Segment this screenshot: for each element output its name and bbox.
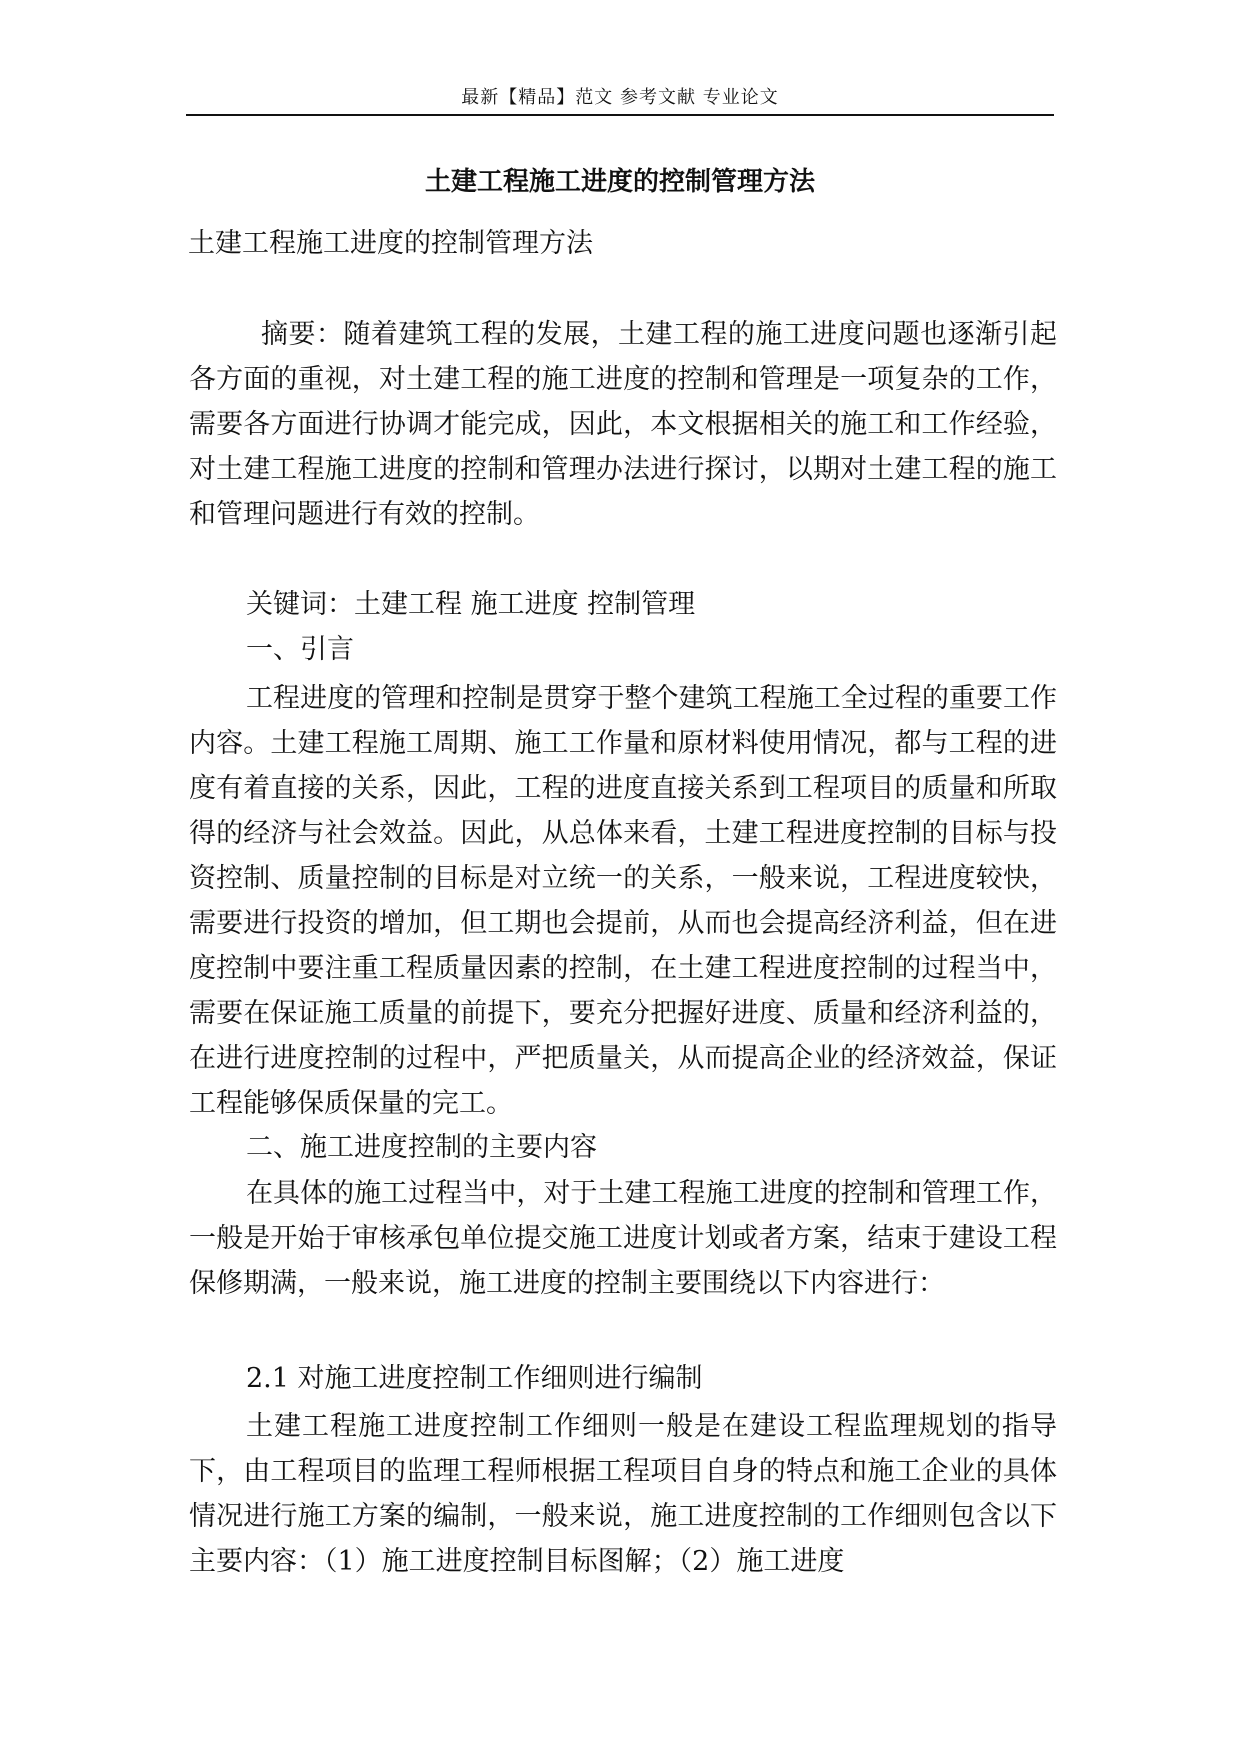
abstract-paragraph: 摘要：随着建筑工程的发展，土建工程的施工进度问题也逐渐引起各方面的重视，对土建工程的施工进度的控制和管理是一项复杂的工作，需要各方面进行协调才能完成，因此，本文根据相关的施工和工作经验，对土建工程施工进度的控制和管理办法进行探讨，以期对土建工程的施工和管理问题进行有效的控制。 [189, 319, 1057, 530]
subsection-2-1-paragraph: 土建工程施工进度控制工作细则一般是在建设工程监理规划的指导下，由工程项目的监理工程师根据工程项目自身的特点和施工企业的具体情况进行施工方案的编制，一般来说，施工进度控制的工作细则包含以下主要内容：（1）施工进度控制目标图解；（2）施工进度 [189, 1411, 1057, 1577]
document-subtitle: 土建工程施工进度的控制管理方法 [188, 228, 593, 259]
keywords-line: 关键词：土建工程 施工进度 控制管理 [246, 589, 696, 620]
section-heading-main-content: 二、施工进度控制的主要内容 [246, 1132, 597, 1163]
document-title: 土建工程施工进度的控制管理方法 [424, 167, 815, 197]
section-heading-introduction: 一、引言 [246, 634, 354, 665]
main-content-paragraph: 在具体的施工过程当中，对于土建工程施工进度的控制和管理工作，一般是开始于审核承包单位提交施工进度计划或者方案，结束于建设工程保修期满，一般来说，施工进度的控制主要围绕以下内容进行： [189, 1178, 1057, 1299]
page-header: 最新【精品】范文 参考文献 专业论文 [461, 87, 779, 108]
introduction-paragraph: 工程进度的管理和控制是贯穿于整个建筑工程施工全过程的重要工作内容。土建工程施工周期、施工工作量和原材料使用情况，都与工程的进度有着直接的关系，因此，工程的进度直接关系到工程项目的质量和所取得的经济与社会效益。因此，从总体来看，土建工程进度控制的目标与投资控制、质量控制的目标是对立统一的关系，一般来说，工程进度较快，需要进行投资的增加，但工期也会提前，从而也会提高经济利益，但在进度控制中要注重工程质量因素的控制，在土建工程进度控制的过程当中，需要在保证施工质量的前提下，要充分把握好进度、质量和经济利益的，在进行进度控制的过程中，严把质量关，从而提高企业的经济效益，保证工程能够保质保量的完工。 [189, 683, 1057, 1119]
header-divider [186, 114, 1054, 116]
subsection-heading-2-1: 2.1 对施工进度控制工作细则进行编制 [246, 1363, 703, 1394]
